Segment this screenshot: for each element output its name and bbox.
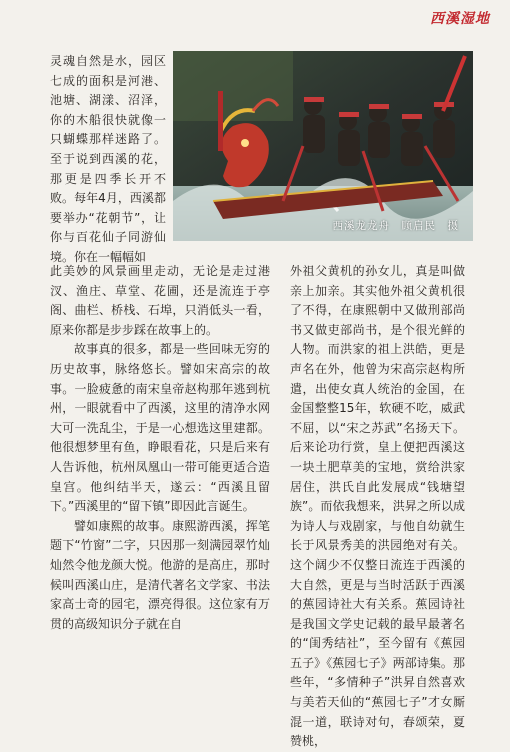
paragraph: 譬如康熙的故事。康熙游西溪，挥笔题下“竹窗”二字，只因那一刻满园翠竹灿灿然令他龙颜大悦。他游的是高庄，那时候叫西溪山庄，是清代著名文学家、书法家高士奇的园宅，漂亮得很。这位家有万贯的高级知识分子就在自 (50, 518, 270, 631)
paragraph: 故事真的很多，都是一些回味无穷的历史故事，脉络悠长。譬如宋高宗的故事。一脸疲惫的南宋皇帝赵构那年逃到杭州，一眼就看中了西溪，这里的清净水网大可一洗乱尘，于是一心想选这里建都。他很想梦里有鱼，睁眼看花，只是后来有人告诉他，杭州凤凰山一带可能更适合造皇宫。他纠结半天，遂云：“西溪且留下。”西溪里的“留下镇”即因此言诞生。 (50, 342, 270, 514)
photo-illustration (173, 51, 473, 241)
paragraph: 外祖父黄机的孙女儿，真是叫做亲上加亲。其实他外祖父黄机很了不得，在康熙朝中又做刑部尚书又做吏部尚书，是个很光鲜的人物。而洪家的祖上洪皓，更是声名在外，他曾为宋高宗赵构所遣，出使女真人统治的金国，在金国整整15年，软硬不吃，威武不屈，以“宋之苏武”名扬天下。后来论功行赏，皇上便把西溪这一块土肥草美的宝地，赏给洪家居住，洪氏自此发展成“钱塘望族”。而依我想来，洪昇之所以成为诗人与戏剧家，与他自幼就生长于风景秀美的洪园绝对有关。这个阔少不仅整日流连于西溪的大自然，更是与当时活跃于西溪的蕉园诗社大有关系。蕉园诗社是我国文学史记载的最早最著名的“闺秀结社”，至今留有《蕉园五子》《蕉园七子》两部诗集。那些年，“多情种子”洪昇自然喜欢与美若天仙的“蕉园七子”才女厮混一道，联诗对句，春颂荣，夏赞桃， (290, 264, 465, 749)
brand-logo: 西溪湿地 (430, 11, 490, 27)
dragon-boat-race-photo (173, 51, 473, 241)
photo-caption: 西溪龙龙舟 顾启民 摄 (332, 220, 459, 232)
paragraph: 灵魂自然是水，园区七成的面积是河港、池塘、湖漾、沼泽，你的木船很快就像一只蝴蝶那样迷路了。至于说到西溪的花，那更是四季长开不败。每年4月，西溪都要举办“花朝节”，让你与百花仙子同游仙境。你在一幅幅如 (50, 54, 166, 264)
article-column-right (290, 262, 465, 752)
paragraph: 此美妙的风景画里走动，无论是走过港汊、渔庄、草堂、花圃，还是流连于亭阁、曲栏、桥栈、石埠，只消低头一看，原来你都是步步踩在故事上的。 (50, 264, 270, 337)
article-column-left (50, 262, 270, 634)
article-column-left-top (50, 52, 166, 268)
